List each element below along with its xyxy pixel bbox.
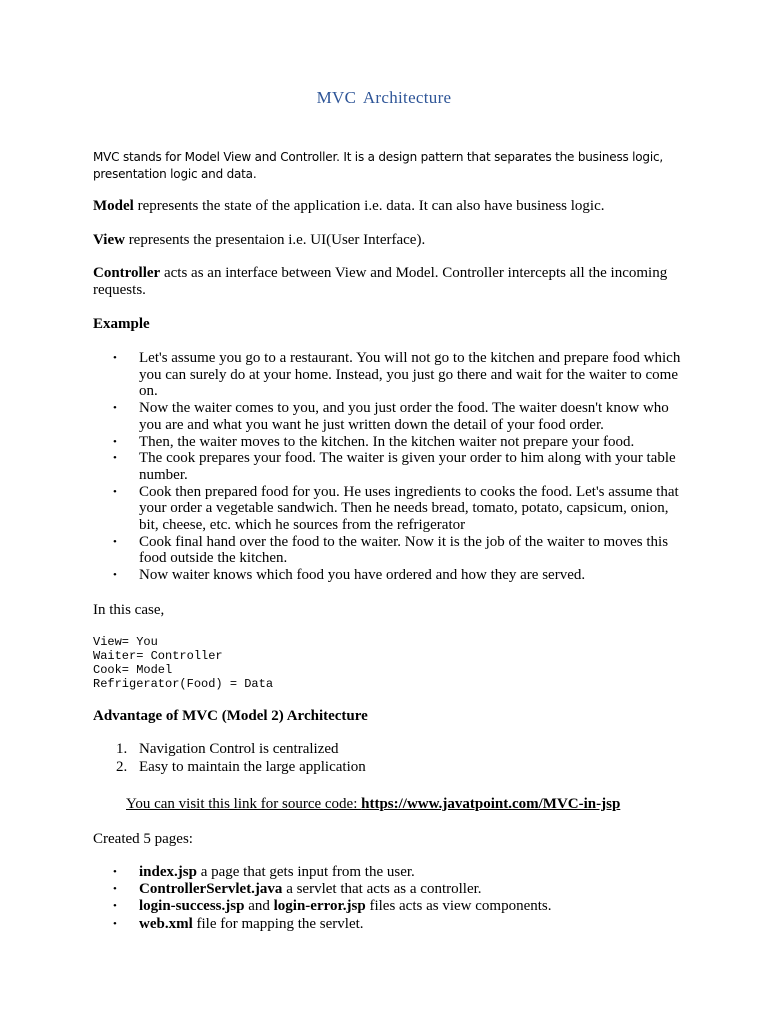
advantage-heading-text: Advantage of MVC (Model 2) Architecture: [93, 708, 368, 724]
view-paragraph: [93, 232, 693, 249]
view-text: represents the presentaion i.e. UI(User Interface).: [124, 232, 426, 248]
list-item: • The cook prepares your food. The waiter is given your order to him along with your table number.: [113, 450, 676, 483]
controller-paragraph: [93, 265, 693, 299]
list-item: 1. Navigation Control is centralized: [116, 741, 339, 757]
list-item: • Now the waiter comes to you, and you just order the food. The waiter doesn't know who you are and what you want he just written down the detail of your food order.: [113, 400, 669, 433]
advantage-heading: [93, 708, 693, 725]
files-list: [93, 864, 653, 933]
list-item: • index.jsp a page that gets input from the user.: [113, 864, 415, 880]
code-block: [93, 635, 273, 691]
bullet-icon: •: [113, 535, 117, 548]
model-paragraph: [93, 198, 693, 215]
list-item: • Then, the waiter moves to the kitchen. In the kitchen waiter not prepare your food.: [113, 433, 635, 450]
page-title: MVC Architecture: [316, 88, 452, 107]
list-item: • Let's assume you go to a restaurant. You will not go to the kitchen and prepare food which you can surely do at your home. Instead, you just go there and wait for the waiter to come on.: [113, 350, 681, 400]
source-code-link[interactable]: [126, 796, 620, 813]
link-url[interactable]: https://www.javatpoint.com/MVC-in-jsp: [361, 796, 621, 812]
list-item: 2. Easy to maintain the large application: [116, 758, 366, 775]
bullet-icon: •: [113, 569, 117, 582]
view-term: View: [93, 232, 125, 248]
bullet-icon: •: [113, 917, 117, 930]
example-heading-text: Example: [93, 316, 150, 332]
controller-term: Controller: [93, 265, 161, 281]
list-item: • Now waiter knows which food you have ordered and how they are served.: [113, 567, 586, 584]
list-item: • Cook final hand over the food to the waiter. Now it is the job of the waiter to moves this food outside the kitchen.: [113, 533, 669, 567]
intro-paragraph: MVC stands for Model View and Controller. It is a design pattern that separates the business logic, presentation logic and data.: [93, 150, 663, 181]
code-line: Waiter= Controller: [93, 649, 223, 663]
list-item: • ControllerServlet.java a servlet that acts as a controller.: [113, 881, 482, 898]
code-line: View= You: [93, 635, 158, 649]
created-pages-text: Created 5 pages:: [93, 831, 193, 847]
bullet-icon: •: [113, 485, 117, 498]
controller-text: acts as an interface between View and Model. Controller intercepts all the incoming requests.: [93, 265, 668, 298]
model-term: Model: [93, 198, 134, 214]
code-line: Refrigerator(Food) = Data: [93, 677, 274, 691]
bullet-icon: •: [113, 866, 117, 878]
list-item: • login-success.jsp and login-error.jsp files acts as view components.: [113, 898, 552, 915]
example-heading: [93, 316, 693, 333]
list-item: • Cook then prepared food for you. He uses ingredients to cooks the food. Let's assume that your order a vegetable sandwich. Then he needs bread, tomato, potato, capsicum, onion, bit, cheese, etc. which he sources from the refrigerator: [113, 483, 679, 534]
bullet-icon: •: [113, 352, 117, 364]
bullet-icon: •: [113, 900, 117, 913]
in-this-case-text: In this case,: [93, 602, 165, 618]
bullet-icon: •: [113, 435, 117, 448]
bullet-icon: •: [113, 883, 117, 896]
advantages-list: [93, 741, 653, 776]
code-line: Cook= Model: [93, 663, 173, 677]
bullet-icon: •: [113, 402, 117, 415]
model-text: represents the state of the application i.e. data. It can also have business logic.: [133, 198, 605, 214]
example-list: [93, 350, 683, 584]
list-item: • web.xml file for mapping the servlet.: [113, 915, 364, 932]
link-prefix: You can visit this link for source code:: [126, 796, 362, 812]
bullet-icon: •: [113, 452, 117, 465]
